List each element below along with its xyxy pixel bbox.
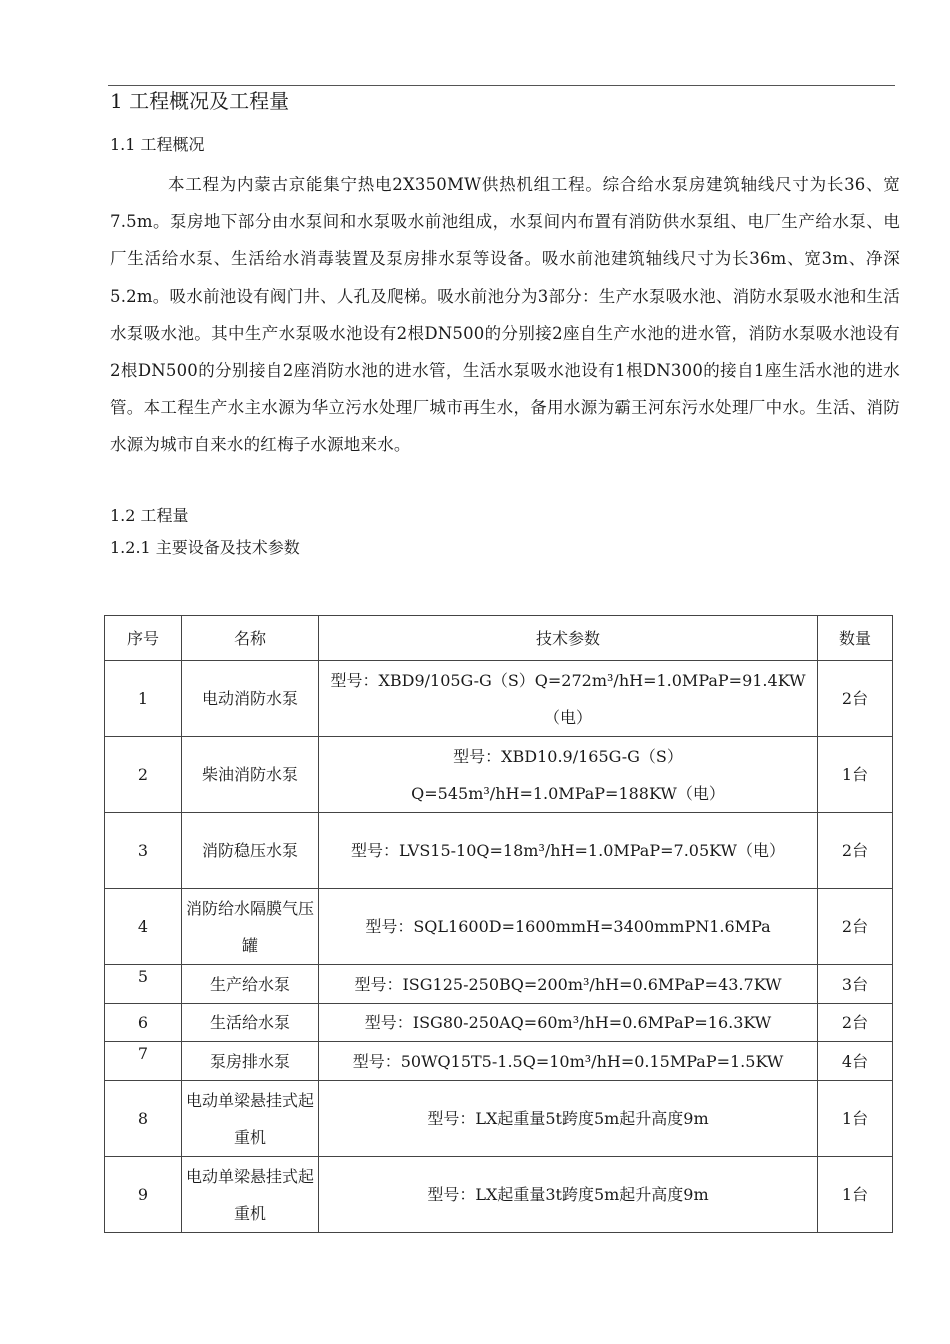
row-params: 型号：ISG80-250AQ=60m³/hH=0.6MPaP=16.3KW	[319, 1004, 818, 1042]
equipment-table	[104, 615, 893, 1233]
row-qty: 1台	[818, 1081, 893, 1157]
row-no: 9	[105, 1157, 182, 1233]
row-name: 生活给水泵	[182, 1004, 319, 1042]
table-row	[105, 889, 893, 965]
section-heading-1-2: 1.2 工程量	[110, 506, 189, 525]
row-name: 生产给水泵	[182, 965, 319, 1004]
header-name: 名称	[182, 616, 319, 661]
row-name: 泵房排水泵	[182, 1042, 319, 1081]
section-heading-1-1: 1.1 工程概况	[110, 135, 205, 154]
row-no: 4	[105, 889, 182, 965]
row-params: 型号：LVS15-10Q=18m³/hH=1.0MPaP=7.05KW（电）	[319, 813, 818, 889]
page-title: 1 工程概况及工程量	[110, 89, 290, 113]
row-qty: 2台	[818, 661, 893, 737]
row-no: 8	[105, 1081, 182, 1157]
row-params: 型号：SQL1600D=1600mmH=3400mmPN1.6MPa	[319, 889, 818, 965]
table-row	[105, 813, 893, 889]
row-no: 6	[105, 1004, 182, 1042]
row-no: 5	[105, 965, 182, 1004]
row-qty: 2台	[818, 889, 893, 965]
row-no: 2	[105, 737, 182, 813]
header-rule	[108, 85, 895, 86]
header-no: 序号	[105, 616, 182, 661]
row-no: 7	[105, 1042, 182, 1081]
row-name: 消防稳压水泵	[182, 813, 319, 889]
table-row	[105, 661, 893, 737]
row-name: 电动单梁悬挂式起重机	[182, 1081, 319, 1157]
row-qty: 2台	[818, 1004, 893, 1042]
section-heading-1-2-1: 1.2.1 主要设备及技术参数	[110, 538, 300, 557]
row-params: 型号：LX起重量3t跨度5m起升高度9m	[319, 1157, 818, 1233]
row-qty: 2台	[818, 813, 893, 889]
table-row	[105, 737, 893, 813]
table-row	[105, 1081, 893, 1157]
row-qty: 1台	[818, 1157, 893, 1233]
row-no: 1	[105, 661, 182, 737]
table-row	[105, 1042, 893, 1081]
table-row	[105, 965, 893, 1004]
row-name: 电动单梁悬挂式起重机	[182, 1157, 319, 1233]
row-name: 电动消防水泵	[182, 661, 319, 737]
row-qty: 4台	[818, 1042, 893, 1081]
row-params: 型号：ISG125-250BQ=200m³/hH=0.6MPaP=43.7KW	[319, 965, 818, 1004]
row-no: 3	[105, 813, 182, 889]
table-row	[105, 1157, 893, 1233]
row-qty: 1台	[818, 737, 893, 813]
table-header-row	[105, 616, 893, 661]
row-name: 消防给水隔膜气压罐	[182, 889, 319, 965]
table-row	[105, 1004, 893, 1042]
overview-paragraph: 本工程为内蒙古京能集宁热电2X350MW供热机组工程。综合给水泵房建筑轴线尺寸为长36、宽7.5m。泵房地下部分由水泵间和水泵吸水前池组成，水泵间内布置有消防供水泵组、电厂生产给水泵、电厂生活给水泵、生活给水消毒装置及泵房排水泵等设备。吸水前池建筑轴线尺寸为长36m、宽3m、净深5.2m。吸水前池设有阀门井、人孔及爬梯。吸水前池分为3部分：生产水泵吸水池、消防水泵吸水池和生活水泵吸水池。其中生产水泵吸水池设有2根DN500的分别接2座自生产水池的进水管，消防水泵吸水池设有2根DN500的分别接自2座消防水池的进水管，生活水泵吸水池设有1根DN300的接自1座生活水池的进水管。本工程生产水主水源为华立污水处理厂城市再生水，备用水源为霸王河东污水处理厂中水。生活、消防水源为城市自来水的红梅子水源地来水。	[110, 175, 900, 455]
row-params: 型号：XBD9/105G-G（S）Q=272m³/hH=1.0MPaP=91.4KW（电）	[319, 661, 818, 737]
row-params: 型号：50WQ15T5-1.5Q=10m³/hH=0.15MPaP=1.5KW	[319, 1042, 818, 1081]
header-params: 技术参数	[319, 616, 818, 661]
row-qty: 3台	[818, 965, 893, 1004]
row-params: 型号：XBD10.9/165G-G（S）Q=545m³/hH=1.0MPaP=188KW（电）	[319, 737, 818, 813]
row-name: 柴油消防水泵	[182, 737, 319, 813]
header-qty: 数量	[818, 616, 893, 661]
row-params: 型号：LX起重量5t跨度5m起升高度9m	[319, 1081, 818, 1157]
